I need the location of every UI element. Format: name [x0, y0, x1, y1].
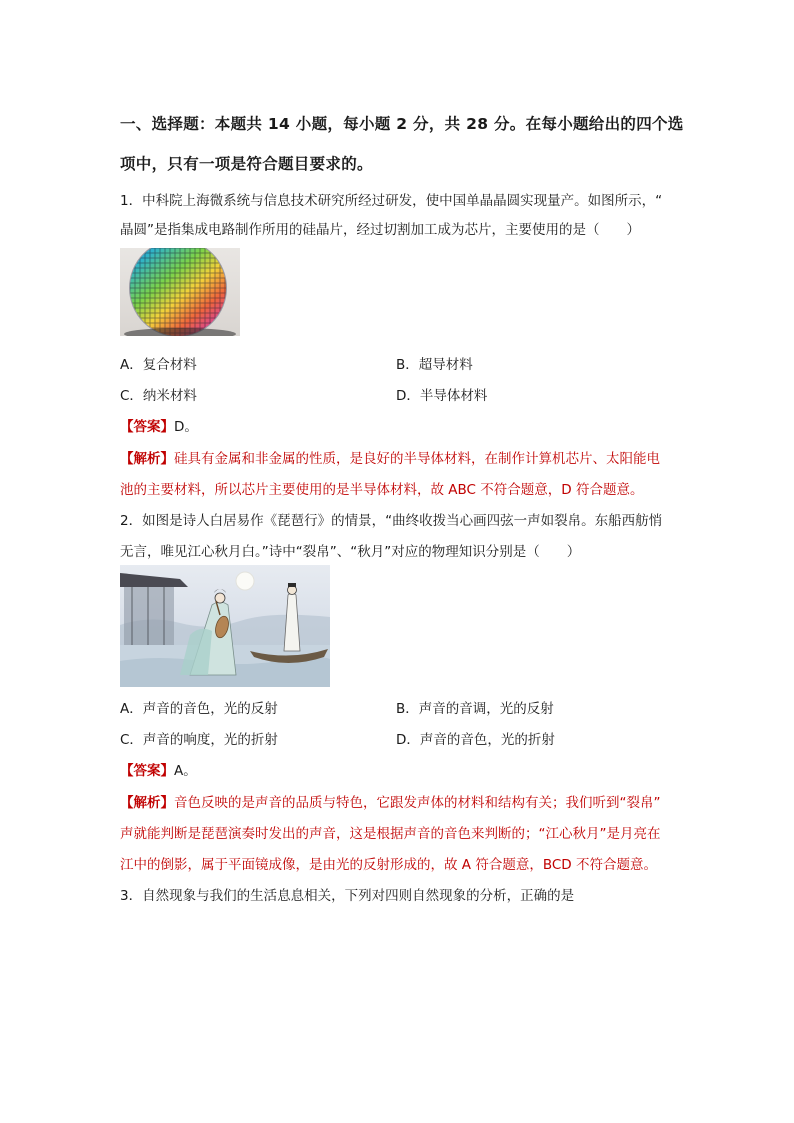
q2-analysis-line-2: 声就能判断是琵琶演奏时发出的声音，这是根据声音的音色来判断的；“江心秋月”是月亮在 [120, 826, 661, 842]
q1-option-b: B．超导材料 [396, 357, 473, 373]
wafer-image [120, 248, 240, 336]
q1-answer-value: D。 [174, 419, 198, 435]
q1-text-line-1: 1．中科院上海微系统与信息技术研究所经过研发，使中国单晶晶圆实现量产。如图所示，“ [120, 193, 663, 209]
q2-text-line-2: 无言，唯见江心秋月白。”诗中“裂帛”、“秋月”对应的物理知识分别是（ ） [120, 544, 581, 560]
q2-option-a: A．声音的音色，光的反射 [120, 701, 278, 717]
q3-text-line-1: 3．自然现象与我们的生活息息相关，下列对四则自然现象的分析，正确的是 [120, 888, 575, 904]
q2-analysis-text-1: 音色反映的是声音的品质与特色，它跟发声体的材料和结构有关；我们听到“裂帛” [174, 795, 661, 811]
poem-scene-image [120, 565, 330, 687]
q1-option-a: A．复合材料 [120, 357, 197, 373]
q2-answer-value: A。 [174, 763, 197, 779]
q1-answer [120, 415, 198, 435]
q2-analysis-line-1 [120, 791, 661, 811]
q2-option-d: D．声音的音色，光的折射 [396, 732, 555, 748]
q1-analysis-line-2: 池的主要材料，所以芯片主要使用的是半导体材料，故 ABC 不符合题意，D 符合题意。 [120, 482, 644, 498]
section-title: 一、选择题：本题共 14 小题，每小题 2 分，共 28 分。在每小题给出的四个选项中，只有一项是符合题目要求的。 [120, 115, 684, 173]
q2-analysis-line-3: 江中的倒影，属于平面镜成像，是由光的反射形成的，故 A 符合题意，BCD 不符合题意。 [120, 857, 657, 873]
q1-analysis-line-1 [120, 447, 660, 467]
q1-option-d: D．半导体材料 [396, 388, 488, 404]
q1-option-c: C．纳米材料 [120, 388, 197, 404]
q1-analysis-label: 【解析】 [120, 451, 174, 467]
q2-answer [120, 759, 197, 779]
q2-option-c: C．声音的响度，光的折射 [120, 732, 278, 748]
q2-answer-label: 【答案】 [120, 763, 174, 779]
q1-text-line-2: 晶圆”是指集成电路制作所用的硅晶片，经过切割加工成为芯片，主要使用的是（ ） [120, 222, 640, 238]
q2-analysis-label: 【解析】 [120, 795, 174, 811]
q2-text-line-1: 2．如图是诗人白居易作《琵琶行》的情景，“曲终收拨当心画四弦一声如裂帛。东船西舫悄 [120, 513, 663, 529]
q1-answer-label: 【答案】 [120, 419, 174, 435]
q2-option-b: B．声音的音调，光的反射 [396, 701, 554, 717]
q1-analysis-text-1: 硅具有金属和非金属的性质，是良好的半导体材料，在制作计算机芯片、太阳能电 [174, 451, 660, 467]
